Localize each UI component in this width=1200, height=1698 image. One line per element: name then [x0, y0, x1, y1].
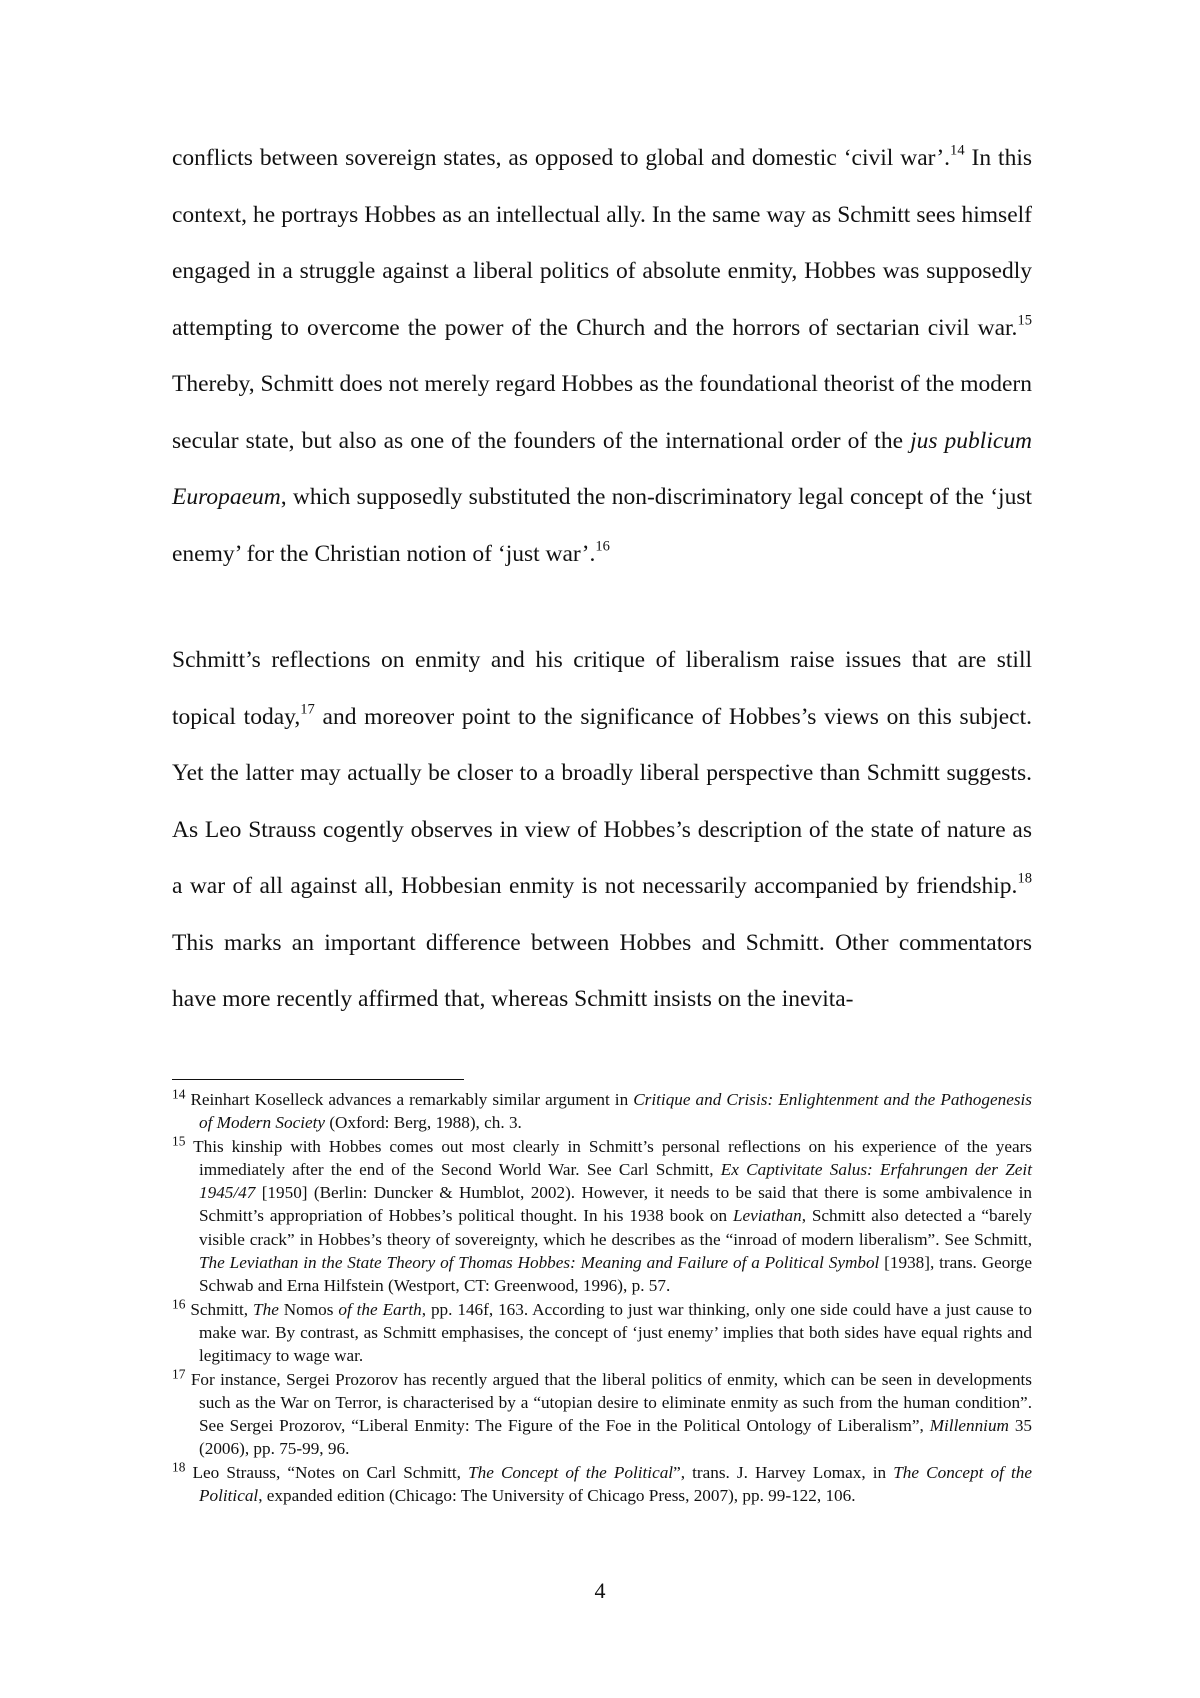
footnote-reference[interactable]: 14	[950, 142, 965, 159]
italic-text: The	[253, 1299, 279, 1319]
italic-text: jus publicum Europaeum	[172, 427, 1032, 510]
footnote-reference[interactable]: 15	[1017, 312, 1032, 329]
body-paragraph-1: conflicts between sovereign states, as opposed to global and domestic ‘civil war’.$^{14}$ In this context, he portrays Hobbes as an intellectual ally. In the same way as Schmitt sees himself engaged in a struggle against a liberal politics of absolute enmity, Hobbes was supposedly attempting to overcome the power of the Church and the horrors of sectarian civil war.$^{15}$ Thereby, Schmitt does not merely regard Hobbes as the foundational theorist of the modern secular state, but also as one of the founders of the international order of the jus publicum Europaeum, which supposedly substituted the non-discriminatory legal concept of the ‘just enemy’ for the Christian notion of ‘just war’.$^{16}$	[172, 142, 1032, 567]
footnote-reference[interactable]: 17	[300, 701, 315, 718]
body-paragraph-2: Schmitt’s reflections on enmity and his critique of liberalism raise issues that are still topical today,$^{17}$ and moreover point to the significance of Hobbes’s views on this subject. Yet the latter may actually be closer to a broadly liberal perspective than Schmitt suggests. As Leo Strauss cogently observes in view of Hobbes’s description of the state of nature as a war of all against all, Hobbesian enmity is not necessarily accompanied by friendship.$^{18}$ This marks an important difference between Hobbes and Schmitt. Other commentators have more recently affirmed that, whereas Schmitt insists on the inevita-	[172, 647, 1032, 1012]
italic-text: Millennium	[929, 1416, 1009, 1436]
footnote-number: 14	[172, 1086, 186, 1102]
italic-text: Leviathan	[732, 1206, 802, 1226]
footnote-15	[172, 1132, 1032, 1298]
footnote-number: 16	[172, 1295, 186, 1311]
footnote-text: Schmitt, The Nomos of the Earth, pp. 146f, 163. According to just war thinking, only one side could have a just cause to make war. By contrast, as Schmitt emphasises, the concept of ‘just enemy’ implies that both sides have equal rights and legitimacy to wage war.	[185, 1299, 1032, 1366]
footnote-reference[interactable]: 16	[595, 538, 610, 555]
italic-text: Critique and Crisis: Enlightenment and the Pathogenesis of Modern Society	[199, 1090, 1032, 1133]
italic-text: The Leviathan in the State Theory of Thomas Hobbes: Meaning and Failure of a Political Symbol	[199, 1253, 880, 1273]
italic-text: The Concept of the Political	[199, 1462, 1032, 1506]
footnotes	[172, 1088, 1032, 1507]
italic-text: of the Earth	[338, 1299, 422, 1319]
footnote-14	[172, 1088, 1032, 1135]
footnote-16	[172, 1295, 1032, 1368]
footnote-number: 15	[172, 1132, 186, 1148]
footnote-17	[172, 1365, 1033, 1461]
page-number: 4	[594, 1578, 606, 1603]
footnote-number: 17	[172, 1365, 186, 1381]
footnote-text: This kinship with Hobbes comes out most clearly in Schmitt’s personal reflections on his experience of the years immediately after the end of the Second World War. See Carl Schmitt, Ex Captivitate Salus: Erfahrungen der Zeit 1945/47 [1950] (Berlin: Duncker & Humblot, 2002). However, it needs to be said that there is some ambivalence in Schmitt’s appropriation of Hobbes’s political thought. In his 1938 book on Leviathan, Schmitt also detected a “barely visible crack” in Hobbes’s theory of sovereignty, which he describes as the “inroad of modern liberalism”. See Schmitt, The Leviathan in the State Theory of Thomas Hobbes: Meaning and Failure of a Political Symbol [1938], trans. George Schwab and Erna Hilfstein (Westport, CT: Greenwood, 1996), p. 57.	[185, 1136, 1032, 1296]
footnote-text: Reinhart Koselleck advances a remarkably similar argument in Critique and Crisis: Enlightenment and the Pathogenesis of Modern Society (Oxford: Berg, 1988), ch. 3.	[185, 1090, 1032, 1133]
footnote-text: For instance, Sergei Prozorov has recently argued that the liberal politics of enmity, which can be seen in developments such as the War on Terror, is characterised by a “utopian desire to eliminate enmity as such from the human condition”. See Sergei Prozorov, “Liberal Enmity: The Figure of the Foe in the Political Ontology of Liberalism”, Millennium 35 (2006), pp. 75-99, 96.	[185, 1369, 1033, 1459]
footnote-separator	[172, 1079, 464, 1080]
italic-text: Ex Captivitate Salus: Erfahrungen der Zeit 1945/47	[199, 1159, 1032, 1203]
footnote-number: 18	[172, 1459, 186, 1475]
footnote-text: Leo Strauss, “Notes on Carl Schmitt, The Concept of the Political”, trans. J. Harvey Lomax, in The Concept of the Political, expanded edition (Chicago: The University of Chicago Press, 2007), pp. 99-122, 106.	[185, 1462, 1032, 1506]
footnote-18	[172, 1461, 1032, 1508]
italic-text: The Concept of the Political	[468, 1462, 674, 1482]
footnote-reference[interactable]: 18	[1017, 870, 1032, 887]
